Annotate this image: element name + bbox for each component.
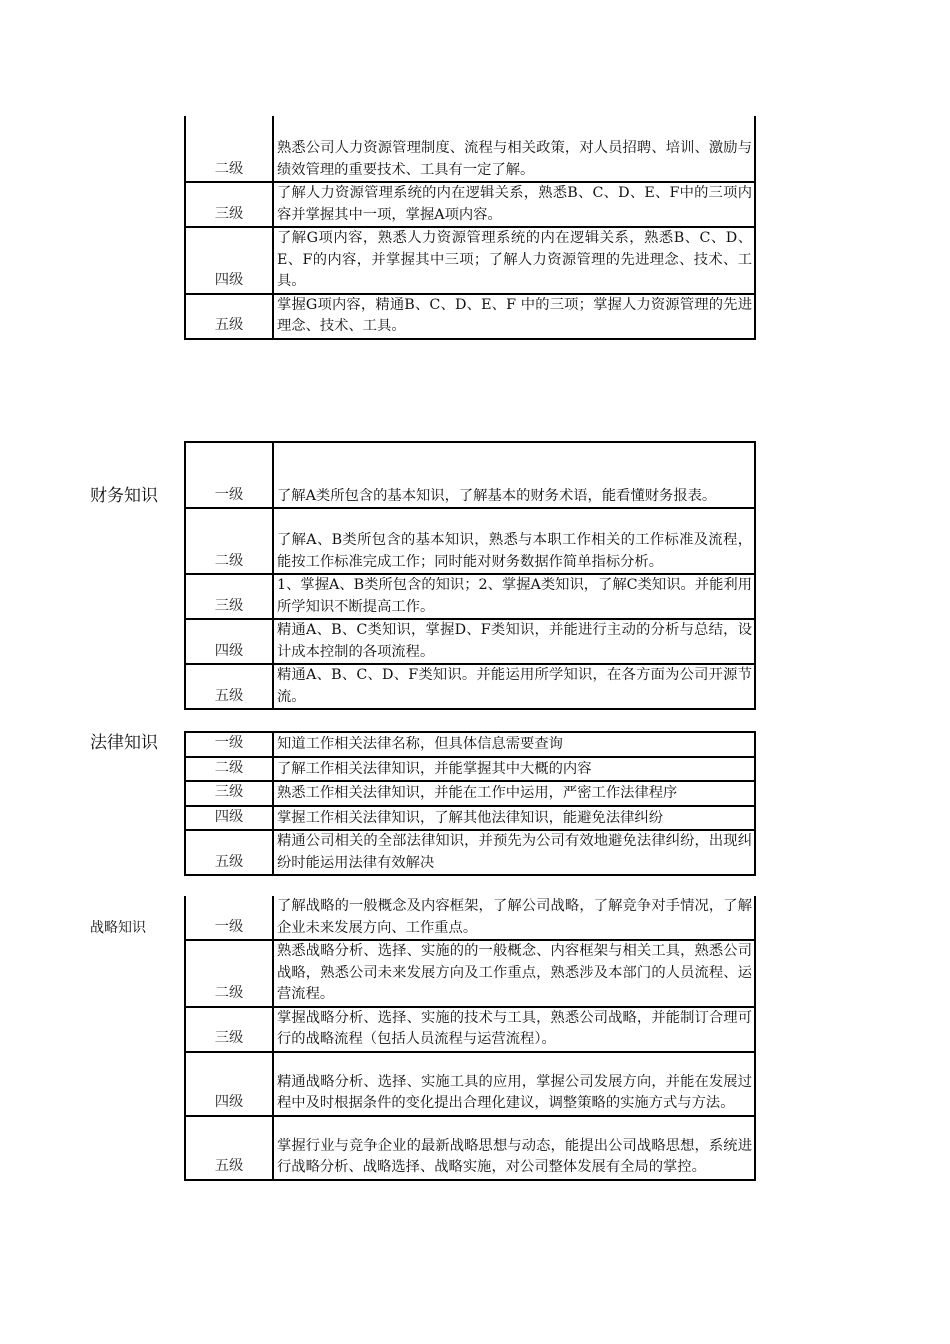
strategy-knowledge-table (184, 896, 756, 1181)
description-cell: 了解A、B类所包含的基本知识，熟悉与本职工作相关的工作标准及流程，能按工作标准完成工作；同时能对财务数据作简单指标分析。 (273, 508, 755, 574)
description-cell: 了解工作相关法律知识，并能掌握其中大概的内容 (273, 757, 755, 782)
level-cell: 二级 (185, 116, 273, 182)
level-cell: 五级 (185, 1116, 273, 1180)
table-row (185, 781, 755, 806)
description-cell: 了解A类所包含的基本知识，了解基本的财务术语，能看懂财务报表。 (273, 442, 755, 508)
level-cell: 二级 (185, 940, 273, 1007)
table-row (185, 896, 755, 940)
description-cell: 了解人力资源管理系统的内在逻辑关系，熟悉B、C、D、E、F中的三项内容并掌握其中一项，掌握A项内容。 (273, 182, 755, 227)
table-row (185, 116, 755, 182)
level-cell: 五级 (185, 294, 273, 339)
table-row (185, 574, 755, 619)
table-row (185, 182, 755, 227)
level-cell: 四级 (185, 227, 273, 294)
level-cell: 一级 (185, 732, 273, 757)
table-row (185, 294, 755, 339)
table-row (185, 940, 755, 1007)
level-cell: 三级 (185, 781, 273, 806)
level-cell: 二级 (185, 757, 273, 782)
legal-knowledge-table (184, 731, 756, 876)
description-cell: 掌握G项内容，精通B、C、D、E、F 中的三项；掌握人力资源管理的先进理念、技术、工具。 (273, 294, 755, 339)
description-cell: 熟悉公司人力资源管理制度、流程与相关政策，对人员招聘、培训、激励与绩效管理的重要技术、工具有一定了解。 (273, 116, 755, 182)
description-cell: 熟悉战略分析、选择、实施的的一般概念、内容框架与相关工具，熟悉公司战略，熟悉公司未来发展方向及工作重点，熟悉涉及本部门的人员流程、运营流程。 (273, 940, 755, 1007)
level-cell: 一级 (185, 896, 273, 940)
level-cell: 五级 (185, 664, 273, 709)
table-row (185, 830, 755, 875)
level-cell: 三级 (185, 182, 273, 227)
table-row (185, 806, 755, 831)
description-cell: 精通公司相关的全部法律知识，并预先为公司有效地避免法律纠纷，出现纠纷时能运用法律有效解决 (273, 830, 755, 875)
category-label-finance: 财务知识 (90, 486, 158, 506)
category-label-strategy: 战略知识 (90, 920, 146, 936)
level-cell: 三级 (185, 574, 273, 619)
level-cell: 四级 (185, 1052, 273, 1116)
description-cell: 掌握战略分析、选择、实施的技术与工具，熟悉公司战略，并能制订合理可行的战略流程（包括人员流程与运营流程）。 (273, 1007, 755, 1052)
table-row (185, 732, 755, 757)
level-cell: 一级 (185, 442, 273, 508)
level-cell: 三级 (185, 1007, 273, 1052)
description-cell: 精通A、B、C类知识，掌握D、F类知识，并能进行主动的分析与总结，设计成本控制的各项流程。 (273, 619, 755, 664)
description-cell: 熟悉工作相关法律知识，并能在工作中运用，严密工作法律程序 (273, 781, 755, 806)
description-cell: 掌握行业与竞争企业的最新战略思想与动态，能提出公司战略思想，系统进行战略分析、战略选择、战略实施，对公司整体发展有全局的掌控。 (273, 1116, 755, 1180)
description-cell: 精通战略分析、选择、实施工具的应用，掌握公司发展方向，并能在发展过程中及时根据条件的变化提出合理化建议，调整策略的实施方式与方法。 (273, 1052, 755, 1116)
table-row (185, 619, 755, 664)
level-cell: 四级 (185, 806, 273, 831)
description-cell: 知道工作相关法律名称，但具体信息需要查询 (273, 732, 755, 757)
table-row (185, 508, 755, 574)
description-cell: 1、掌握A、B类所包含的知识；2、掌握A类知识，了解C类知识。并能利用所学知识不断提高工作。 (273, 574, 755, 619)
level-cell: 五级 (185, 830, 273, 875)
table-row (185, 442, 755, 508)
hr-knowledge-table (184, 116, 756, 340)
description-cell: 掌握工作相关法律知识，了解其他法律知识，能避免法律纠纷 (273, 806, 755, 831)
table-row (185, 1007, 755, 1052)
description-cell: 了解G项内容，熟悉人力资源管理系统的内在逻辑关系，熟悉B、C、D、E、F的内容，并掌握其中三项；了解人力资源管理的先进理念、技术、工具。 (273, 227, 755, 294)
table-row (185, 664, 755, 709)
table-row (185, 1052, 755, 1116)
description-cell: 了解战略的一般概念及内容框架，了解公司战略，了解竞争对手情况，了解企业未来发展方向、工作重点。 (273, 896, 755, 940)
finance-knowledge-table (184, 441, 756, 710)
description-cell: 精通A、B、C、D、F类知识。并能运用所学知识，在各方面为公司开源节流。 (273, 664, 755, 709)
table-row (185, 757, 755, 782)
table-row (185, 1116, 755, 1180)
category-label-legal: 法律知识 (90, 733, 158, 753)
level-cell: 四级 (185, 619, 273, 664)
level-cell: 二级 (185, 508, 273, 574)
table-row (185, 227, 755, 294)
